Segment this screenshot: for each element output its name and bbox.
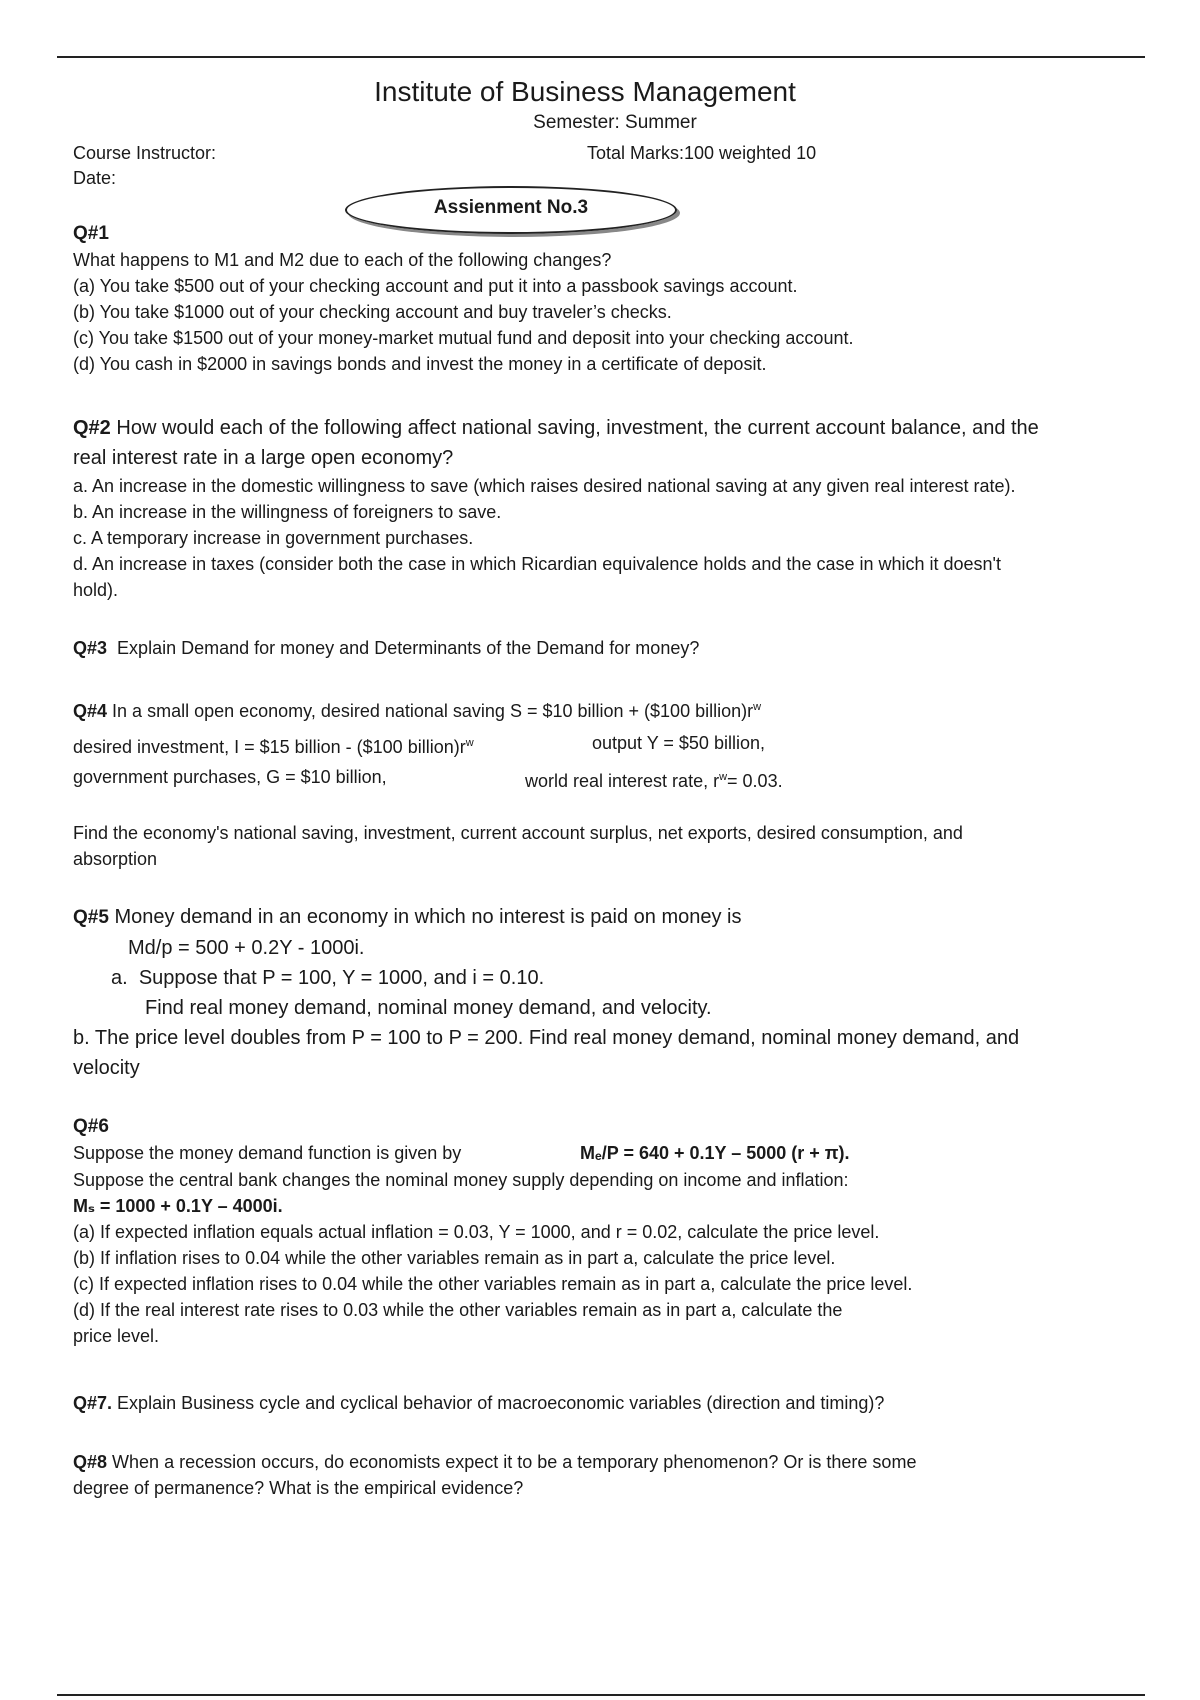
superscript-w: w	[465, 737, 474, 749]
question-text: Find the economy's national saving, investment, current account surplus, net exports, desired consumption, and	[73, 823, 963, 843]
list-item: Suppose that P = 100, Y = 1000, and i = 0.10.	[138, 967, 545, 989]
q4-investment	[73, 730, 474, 760]
question-text: When a recession occurs, do economists expect it to be a temporary phenomenon? Or is there some	[112, 1452, 917, 1472]
superscript-w: w	[719, 771, 728, 783]
question-1	[73, 221, 1163, 377]
equation: world real interest rate, r	[525, 771, 720, 791]
bottom-rule	[57, 1694, 1145, 1696]
list-item: (d) If the real interest rate rises to 0.03 while the other variables remain as in part a, calculate the	[73, 1300, 843, 1320]
q6-body	[73, 1167, 1163, 1349]
list-marker: a.	[111, 967, 128, 989]
question-label: Q#4	[73, 701, 108, 721]
list-item: b. An increase in the willingness of foreigners to save.	[73, 502, 502, 522]
q4-gov-purchases: government purchases, G = $10 billion,	[73, 767, 387, 787]
equation: Md/p = 500 + 0.2Y - 1000i.	[128, 937, 365, 959]
question-7	[73, 1390, 1163, 1416]
question-text: How would each of the following affect national saving, investment, the current account balance, and the	[116, 417, 1039, 439]
question-4	[73, 694, 1163, 724]
question-label: Q#1	[73, 223, 109, 244]
question-text-cont: real interest rate in a large open economy?	[73, 447, 454, 469]
list-item: (a) You take $500 out of your checking account and put it into a passbook savings account.	[73, 276, 798, 296]
list-item: hold).	[73, 580, 119, 600]
date-label: Date:	[73, 168, 117, 188]
list-item: d. An increase in taxes (consider both the case in which Ricardian equivalence holds and the case in which it doesn't	[73, 554, 1001, 574]
list-item-cont: price level.	[73, 1326, 160, 1346]
list-item: (b) You take $1000 out of your checking account and buy traveler’s checks.	[73, 302, 672, 322]
page-title: Institute of Business Management	[374, 76, 796, 107]
question-label: Q#5	[73, 907, 109, 928]
q4-output: output Y = $50 billion,	[592, 733, 765, 753]
question-text: Suppose the central bank changes the nominal money supply depending on income and inflation:	[73, 1170, 849, 1190]
list-item: b. The price level doubles from P = 100 to P = 200. Find real money demand, nominal money demand, and	[73, 1027, 1020, 1049]
question-5	[73, 902, 1163, 1083]
equation: desired investment, I = $15 billion - ($100 billion)r	[73, 737, 466, 757]
question-text: In a small open economy, desired national saving S = $10 billion + ($100 billion)r	[112, 701, 754, 721]
question-6	[73, 1114, 1163, 1140]
list-item: (b) If inflation rises to 0.04 while the other variables remain as in part a, calculate the price level.	[73, 1248, 836, 1268]
question-text: Explain Demand for money and Determinants of the Demand for money?	[117, 638, 700, 658]
question-label: Q#7.	[73, 1393, 113, 1413]
superscript-w: w	[753, 701, 762, 713]
list-item: (a) If expected inflation equals actual inflation = 0.03, Y = 1000, and r = 0.02, calculate the price level.	[73, 1222, 880, 1242]
list-item: a. An increase in the domestic willingness to save (which raises desired national saving at any given real interest rate).	[73, 476, 1016, 496]
question-text: Explain Business cycle and cyclical behavior of macroeconomic variables (direction and timing)?	[117, 1393, 885, 1413]
q4-world-rate	[525, 764, 783, 794]
question-text: What happens to M1 and M2 due to each of the following changes?	[73, 250, 612, 270]
question-text-cont: absorption	[73, 849, 158, 869]
question-3	[73, 635, 1163, 661]
question-label: Q#2	[73, 417, 111, 439]
q4-task	[73, 820, 1163, 872]
list-item: (c) You take $1500 out of your money-market mutual fund and deposit into your checking account.	[73, 328, 854, 348]
top-rule	[57, 56, 1145, 58]
question-text-cont: degree of permanence? What is the empirical evidence?	[73, 1478, 524, 1498]
question-label: Q#3	[73, 638, 108, 658]
semester: Semester: Summer	[533, 112, 697, 133]
list-item: (d) You cash in $2000 in savings bonds and invest the money in a certificate of deposit.	[73, 354, 767, 374]
question-label: Q#6	[73, 1116, 109, 1137]
list-item-cont: Find real money demand, nominal money demand, and velocity.	[145, 997, 712, 1019]
assignment-title: Assienment No.3	[433, 197, 589, 218]
list-item-cont: velocity	[73, 1057, 140, 1079]
list-item: (c) If expected inflation rises to 0.04 while the other variables remain as in part a, calculate the price level.	[73, 1274, 913, 1294]
equation-value: = 0.03.	[727, 771, 783, 791]
money-demand-equation: Mₑ/P = 640 + 0.1Y – 5000 (r + π).	[580, 1143, 850, 1163]
money-supply-equation: Mₛ = 1000 + 0.1Y – 4000i.	[73, 1196, 283, 1216]
total-marks: Total Marks:100 weighted 10	[587, 143, 817, 163]
q6-intro: Suppose the money demand function is given by	[73, 1143, 462, 1163]
question-8	[73, 1449, 1163, 1501]
question-label: Q#8	[73, 1452, 108, 1472]
question-2	[73, 413, 1163, 603]
list-item: c. A temporary increase in government purchases.	[73, 528, 474, 548]
question-text: Money demand in an economy in which no interest is paid on money is	[114, 906, 742, 928]
course-instructor: Course Instructor:	[73, 143, 217, 163]
